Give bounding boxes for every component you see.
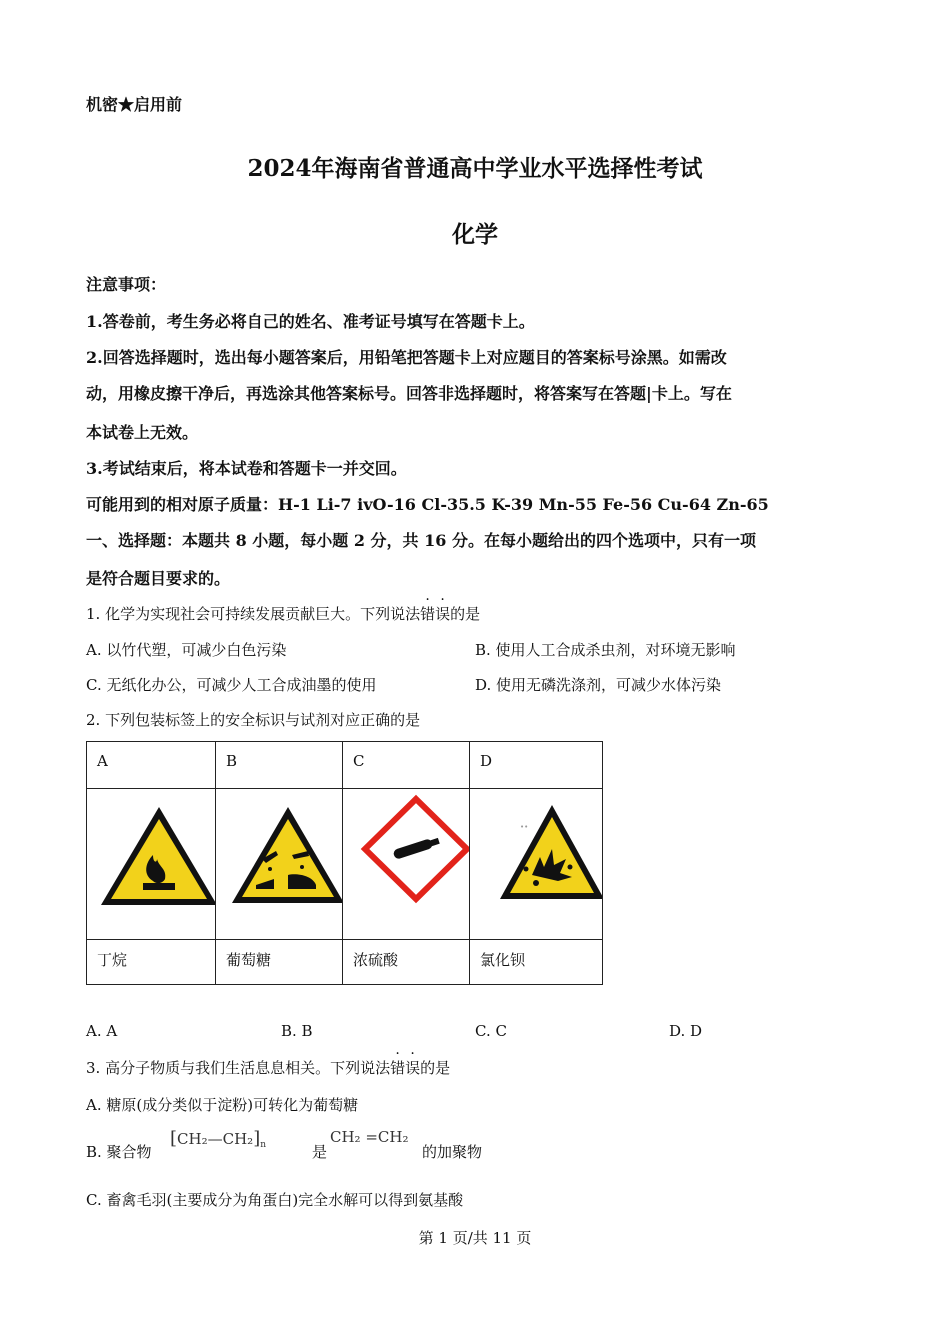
question-1-option-d[interactable]: D. 使用无磷洗涤剂，可减少水体污染	[475, 676, 722, 694]
table-header-d: D	[470, 742, 603, 789]
notes-item-1: 1.答卷前，考生务必将自己的姓名、准考证号填写在答题卡上。	[86, 312, 535, 331]
question-2-stem: 2. 下列包装标签上的安全标识与试剂对应正确的是	[86, 711, 421, 729]
exam-title: 2024年海南省普通高中学业水平选择性考试	[247, 155, 703, 182]
notes-item-2-line-1: 2.回答选择题时，选出每小题答案后，用铅笔把答题卡上对应题目的答案标号涂黑。如需改	[86, 348, 727, 367]
polymer-n: n	[260, 1140, 267, 1150]
polymer-formula: $[CH_2—CH_2]_n$	[170, 1128, 267, 1150]
explosive-warning-icon	[470, 789, 602, 935]
question-1-option-b[interactable]: B. 使用人工合成杀虫剂，对环境无影响	[475, 641, 736, 659]
notes-item-2-line-2: 动，用橡皮擦干净后，再选涂其他答案标号。回答非选择题时，将答案写在答题|卡上。写在	[86, 384, 732, 403]
question-1-option-a[interactable]: A. 以竹代塑，可减少白色污染	[86, 641, 287, 659]
reagent-a: 丁烷	[87, 940, 216, 985]
confidential-label: 机密★启用前	[86, 95, 183, 114]
question-2-option-d[interactable]: D. D	[669, 1022, 703, 1040]
table-cell-image-d	[470, 789, 603, 940]
svg-text:••: ••	[520, 823, 529, 831]
notes-item-2-line-3: 本试卷上无效。	[86, 423, 199, 442]
question-3-option-b-prefix[interactable]: B. 聚合物	[86, 1143, 152, 1161]
question-1-stem: 1. 化学为实现社会可持续发展贡献巨大。下列说法错误的是	[86, 605, 481, 623]
table-cell-image-c	[343, 789, 470, 940]
polymer-repeat-unit: CH₂—CH₂	[177, 1130, 254, 1148]
hazard-label-table	[86, 741, 603, 985]
page-number: 第 1 页/共 11 页	[418, 1229, 532, 1247]
table-cell-image-a	[87, 789, 216, 940]
question-3-option-a[interactable]: A. 糖原(成分类似于淀粉)可转化为葡萄糖	[86, 1096, 359, 1114]
notes-item-3: 3.考试结束后，将本试卷和答题卡一并交回。	[86, 459, 407, 478]
question-3-option-b-suffix: 的加聚物	[422, 1143, 483, 1161]
table-header-b: B	[216, 742, 343, 789]
question-2-option-c[interactable]: C. C	[475, 1022, 507, 1040]
question-1-option-c[interactable]: C. 无纸化办公，可减少人工合成油墨的使用	[86, 676, 377, 694]
question-2-option-a[interactable]: A. A	[86, 1022, 118, 1040]
section-1-line-2: 是符合题目要求的。	[86, 569, 231, 588]
gas-cylinder-ghs-icon	[343, 789, 469, 935]
question-3-option-c[interactable]: C. 畜禽毛羽(主要成分为角蛋白)完全水解可以得到氨基酸	[86, 1191, 464, 1209]
notes-heading: 注意事项：	[86, 275, 167, 294]
reagent-c: 浓硫酸	[343, 940, 470, 985]
table-cell-image-b	[216, 789, 343, 940]
reagent-d: 氯化钡	[470, 940, 603, 985]
question-3-stem: 3. 高分子物质与我们生活息息相关。下列说法错误的是	[86, 1059, 451, 1077]
corrosive-warning-icon	[216, 789, 342, 935]
monomer-formula: CH₂ =CH₂	[330, 1128, 409, 1146]
table-header-a: A	[87, 742, 216, 789]
question-3-option-b-mid: 是	[312, 1143, 328, 1161]
flammable-warning-icon	[87, 789, 215, 935]
atomic-masses: 可能用到的相对原子质量：H-1 Li-7 ivO-16 Cl-35.5 K-39 Mn-55 Fe-56 Cu-64 Zn-65	[86, 495, 769, 514]
question-2-option-b[interactable]: B. B	[281, 1022, 313, 1040]
subject-title: 化学	[452, 221, 498, 248]
reagent-b: 葡萄糖	[216, 940, 343, 985]
section-1-line-1: 一、选择题：本题共 8 小题，每小题 2 分，共 16 分。在每小题给出的四个选项中，只有一项	[86, 531, 756, 550]
table-header-c: C	[343, 742, 470, 789]
